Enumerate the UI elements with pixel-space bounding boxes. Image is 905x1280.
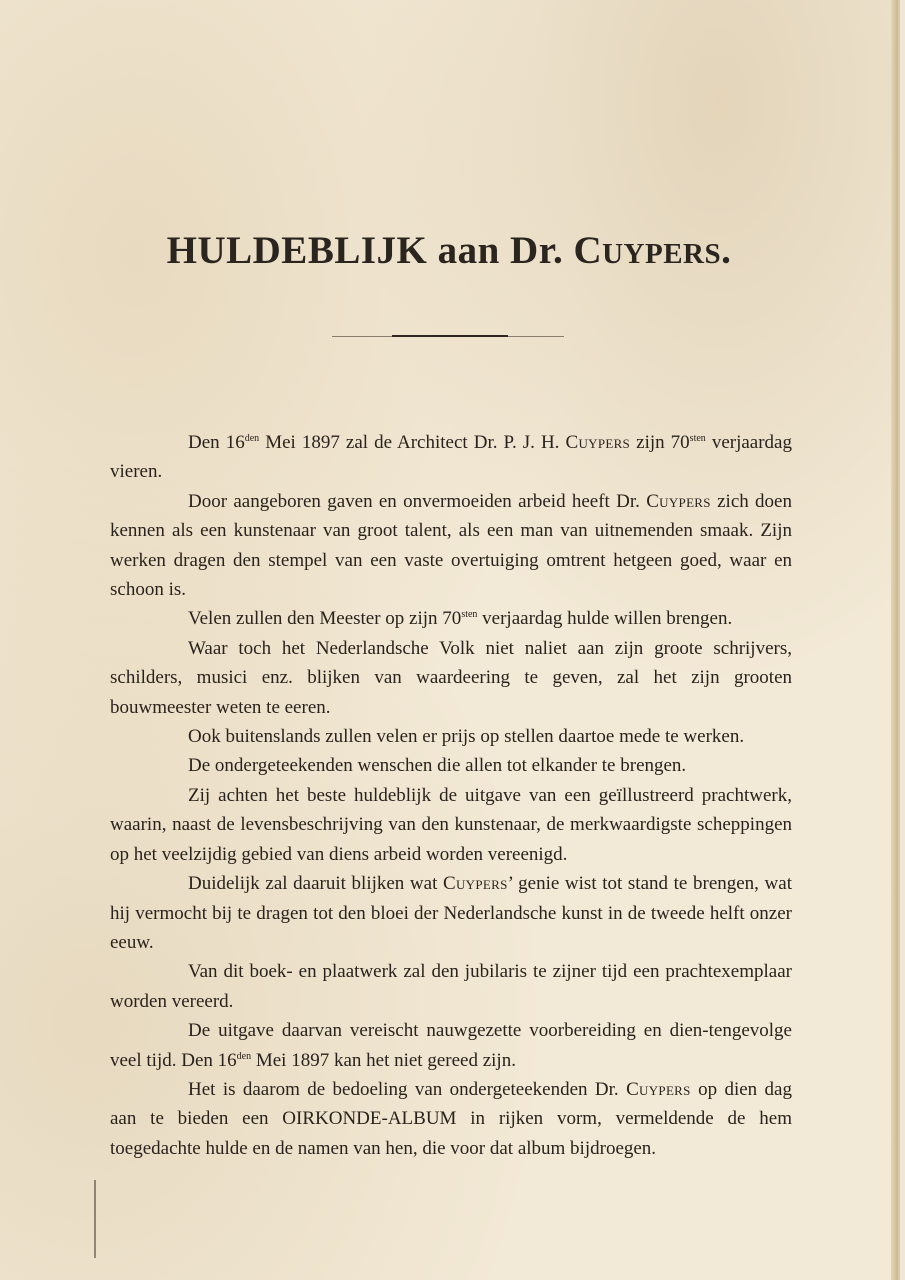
paragraph-1 <box>110 428 792 487</box>
p8-text-b: ’ genie wist tot stand te brengen, wat hij vermocht bij te dragen tot den bloei der Nederlandsche kunst in de tweede helft onzer eeuw. <box>110 873 792 953</box>
margin-pencil-mark <box>94 1180 96 1258</box>
paragraph-5 <box>110 722 792 751</box>
p3-text-b: verjaardag hulde willen brengen. <box>477 608 733 630</box>
p7-text-a: Zij achten het beste huldeblijk de uitgave van een geïllustreerd prachtwerk, waarin, naast de levensbeschrijving van den kunstenaar, de merkwaardigste scheppingen op het veelzijdig gebied van diens arbeid worden vereenigd. <box>110 784 792 865</box>
title-end: . <box>721 229 732 272</box>
title-surname-rest: UYPERS <box>602 238 722 270</box>
p10-text-b: Mei 1897 kan het niet gereed zijn. <box>251 1049 516 1071</box>
p1-text-a: Den 16 <box>188 432 245 453</box>
title-main: HULDEBLIJK aan Dr. <box>166 229 574 272</box>
paragraph-2 <box>110 487 792 605</box>
p6-text-a: De ondergeteekenden wenschen die allen tot elkander te brengen. <box>188 755 687 777</box>
p1-text-d: verjaardag vieren. <box>110 432 792 483</box>
p1-sup-c: sten <box>689 433 706 444</box>
paragraph-10 <box>110 1016 792 1075</box>
paragraph-7 <box>110 781 792 869</box>
p2-name: Cuypers <box>646 490 711 512</box>
paragraph-3 <box>110 604 792 633</box>
title-divider-center <box>392 335 508 337</box>
paragraph-4 <box>110 634 792 722</box>
p8-name: Cuypers <box>443 873 508 895</box>
p1-sup-a: den <box>244 433 260 444</box>
title-surname-initial: C <box>573 229 603 272</box>
p5-text-a: Ook buitenslands zullen velen er prijs op stellen daartoe mede te werken. <box>188 726 745 748</box>
page-title <box>0 228 898 273</box>
p4-text-a: Waar toch het Nederlandsche Volk niet naliet aan zijn groote schrijvers, schilders, musici enz. blijken van waardeering te geven, zal het zijn grooten bouwmeester weten te eeren. <box>110 637 792 718</box>
paragraph-11 <box>110 1075 792 1163</box>
p3-text-a: Velen zullen den Meester op zijn 70 <box>188 608 462 630</box>
p11-text-a: Het is daarom de bedoeling van ondergeteekenden Dr. <box>188 1078 627 1100</box>
p10-sup-a: den <box>236 1050 252 1062</box>
p11-text-b: op dien dag aan te bieden een OIRKONDE-ALBUM in rijken vorm, vermeldende de hem toegedachte hulde en de namen van hen, die voor dat album bijdroegen. <box>110 1078 792 1159</box>
p10-text-a: De uitgave daarvan vereischt nauwgezette voorbereiding en dien-tengevolge veel tijd. Den 16 <box>110 1020 792 1071</box>
paragraph-8 <box>110 869 792 957</box>
p1-text-c: zijn 70 <box>630 432 690 453</box>
p2-text-a: Door aangeboren gaven en onvermoeiden arbeid heeft Dr. <box>188 490 647 512</box>
paragraph-9 <box>110 957 792 1016</box>
page-edge <box>891 0 898 1280</box>
p2-text-b: zich doen kennen als een kunstenaar van groot talent, als een man van uitnemenden smaak. Zijn werken dragen den stempel van een vaste overtuiging omtrent hetgeen goed, waar en schoon is. <box>110 490 792 601</box>
p9-text-a: Van dit boek- en plaatwerk zal den jubilaris te zijner tijd een prachtexemplaar worden vereerd. <box>110 961 792 1012</box>
p1-text-b: Mei 1897 zal de Architect Dr. P. J. H. <box>259 432 566 453</box>
paragraph-6 <box>110 751 792 780</box>
p11-name: Cuypers <box>626 1078 691 1100</box>
body-text <box>110 428 792 1163</box>
p8-text-a: Duidelijk zal daaruit blijken wat <box>188 873 443 895</box>
p1-name: Cuypers <box>565 432 631 453</box>
p3-sup-a: sten <box>461 609 478 621</box>
